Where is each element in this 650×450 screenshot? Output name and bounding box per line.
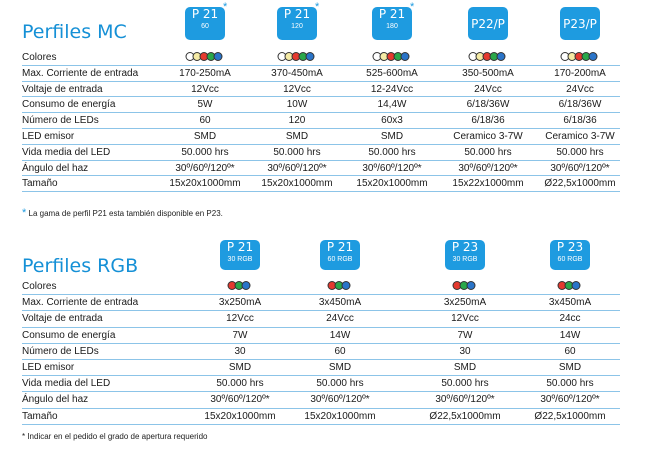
mc-cell: 6/18/36 <box>471 115 505 127</box>
rgb-row-divider <box>22 424 620 425</box>
mc-badge-subtitle: 180 <box>386 23 398 30</box>
rgb-cell: 3x250mA <box>218 297 262 309</box>
mc-cell: 120 <box>288 115 306 127</box>
mc-cell: 6/18/36 <box>563 115 597 127</box>
rgb-cell: 50.000 hrs <box>441 378 489 390</box>
mc-row-label: Consumo de energía <box>22 99 116 111</box>
mc-cell: SMD <box>380 131 404 142</box>
mc-cell: 170-200mA <box>554 67 606 79</box>
rgb-row-label: Número de LEDs <box>22 345 99 357</box>
mc-cell: 170-250mA <box>179 67 231 79</box>
mc-cell: 15x22x1000mm <box>452 178 524 190</box>
rgb-badge-subtitle: 30 RGB <box>227 256 253 263</box>
mc-cell: Ø22,5x1000mm <box>544 178 616 190</box>
rgb-row-divider <box>22 408 620 409</box>
mc-badge-title: P23/P <box>563 17 597 31</box>
mc-row-divider <box>22 65 620 66</box>
rgb-cell: 3x450mA <box>318 297 362 309</box>
rgb-cell: 30º/60º/120º* <box>435 394 495 406</box>
mc-badge-title: P 21 <box>191 7 219 21</box>
rgb-cell: SMD <box>453 362 477 373</box>
mc-cell: 12Vcc <box>283 83 311 95</box>
rgb-row-divider <box>22 391 620 392</box>
rgb-cell: 30º/60º/120º* <box>540 394 600 406</box>
rgb-badge-subtitle: 60 RGB <box>557 256 583 263</box>
rgb-cell: 50.000 hrs <box>316 378 364 390</box>
rgb-cell: 3x250mA <box>443 297 487 309</box>
rgb-cell: 14W <box>329 329 351 341</box>
mc-badge-title: P22/P <box>471 17 505 31</box>
rgb-row-label: Ángulo del haz <box>22 394 89 406</box>
mc-row-label: Colores <box>22 52 57 63</box>
mc-cell: 30º/60º/120º* <box>362 162 422 174</box>
mc-badge <box>560 7 600 40</box>
mc-cell: 30º/60º/120º* <box>458 162 518 174</box>
mc-led-dot-icon <box>497 52 506 61</box>
mc-badge-asterisk: * <box>315 1 320 13</box>
mc-cell: 50.000 hrs <box>464 146 512 158</box>
rgb-section-title: Perfiles RGB <box>22 255 139 277</box>
mc-cell: 370-450mA <box>271 67 323 79</box>
mc-led-colors <box>375 52 410 61</box>
mc-badge <box>372 7 412 40</box>
rgb-cell: SMD <box>328 362 352 373</box>
rgb-row-label: Colores <box>22 281 57 292</box>
rgb-row-divider <box>22 359 620 360</box>
mc-badge <box>185 7 225 40</box>
rgb-badge-title: P 23 <box>451 240 479 254</box>
mc-cell: 60x3 <box>381 115 403 127</box>
mc-cell: 30º/60º/120º* <box>175 162 235 174</box>
rgb-row-divider <box>22 294 620 295</box>
mc-row-label: Tamaño <box>22 178 58 190</box>
mc-led-dot-icon <box>401 52 410 61</box>
mc-cell: 15x20x1000mm <box>356 178 428 190</box>
mc-cell: SMD <box>285 131 309 142</box>
mc-led-colors <box>563 52 598 61</box>
mc-row-divider <box>22 191 620 192</box>
mc-cell: 15x20x1000mm <box>261 178 333 190</box>
mc-led-dot-icon <box>214 52 223 61</box>
rgb-row-label: LED emisor <box>22 362 75 373</box>
rgb-led-colors <box>230 281 251 290</box>
footnote-text: La gama de perfil P21 esta también disponible en P23. <box>28 209 223 218</box>
mc-cell: 14,4W <box>377 99 407 111</box>
rgb-cell: Ø22,5x1000mm <box>534 410 606 422</box>
mc-cell: 10W <box>286 99 308 111</box>
footnote-asterisk: * <box>22 207 27 219</box>
rgb-cell: 24cc <box>559 313 581 325</box>
mc-badge <box>468 7 508 40</box>
rgb-cell: 60 <box>334 345 346 357</box>
rgb-cell: 30º/60º/120º* <box>210 394 270 406</box>
rgb-row-label: Consumo de energía <box>22 329 116 341</box>
mc-cell: 5W <box>197 99 213 111</box>
mc-cell: 50.000 hrs <box>368 146 416 158</box>
mc-cell: 24Vcc <box>566 83 594 95</box>
mc-row-divider <box>22 175 620 176</box>
mc-row-divider <box>22 112 620 113</box>
rgb-footnote: * Indicar en el pedido el grado de apertura requerido <box>22 432 208 441</box>
rgb-led-dot-icon <box>342 281 351 290</box>
rgb-cell: 30 <box>459 345 471 357</box>
rgb-led-dot-icon <box>242 281 251 290</box>
mc-cell: 15x20x1000mm <box>169 178 241 190</box>
rgb-cell: 3x450mA <box>548 297 592 309</box>
mc-row-divider <box>22 81 620 82</box>
mc-cell: 12-24Vcc <box>370 83 414 95</box>
mc-row-divider <box>22 96 620 97</box>
mc-cell: 30º/60º/120º* <box>550 162 610 174</box>
rgb-cell: 50.000 hrs <box>216 378 264 390</box>
mc-row-label: Ángulo del haz <box>22 162 89 174</box>
mc-cell: 6/18/36W <box>466 99 510 111</box>
mc-badge-asterisk: * <box>410 1 415 13</box>
rgb-badge <box>220 240 260 270</box>
rgb-cell: 15x20x1000mm <box>304 410 376 422</box>
rgb-badge-subtitle: 60 RGB <box>327 256 353 263</box>
mc-cell: 60 <box>199 115 211 127</box>
mc-cell: Ceramico 3-7W <box>453 131 523 142</box>
mc-row-label: Vida media del LED <box>22 146 111 158</box>
mc-led-dot-icon <box>306 52 315 61</box>
rgb-cell: 60 <box>564 345 576 357</box>
rgb-cell: SMD <box>558 362 582 373</box>
rgb-row-label: Max. Corriente de entrada <box>22 297 139 309</box>
rgb-cell: Ø22,5x1000mm <box>429 410 501 422</box>
mc-footnote <box>22 207 223 219</box>
rgb-row-label: Tamaño <box>22 410 58 422</box>
mc-led-colors <box>471 52 506 61</box>
mc-cell: 50.000 hrs <box>181 146 229 158</box>
mc-row-label: LED emisor <box>22 131 75 142</box>
rgb-led-colors <box>455 281 476 290</box>
rgb-led-dot-icon <box>467 281 476 290</box>
mc-cell: 24Vcc <box>474 83 502 95</box>
mc-cell: 50.000 hrs <box>273 146 321 158</box>
rgb-badge-title: P 23 <box>556 240 584 254</box>
rgb-cell: 50.000 hrs <box>546 378 594 390</box>
mc-led-dot-icon <box>589 52 598 61</box>
rgb-cell: SMD <box>228 362 252 373</box>
mc-badge-title: P 21 <box>283 7 311 21</box>
mc-row-divider <box>22 144 620 145</box>
mc-cell: 525-600mA <box>366 67 418 79</box>
rgb-cell: 12Vcc <box>226 313 254 325</box>
rgb-badge-title: P 21 <box>226 240 254 254</box>
mc-row-divider <box>22 128 620 129</box>
mc-badge-subtitle: 120 <box>291 23 303 30</box>
rgb-cell: 30 <box>234 345 246 357</box>
mc-row-divider <box>22 160 620 161</box>
mc-row-label: Voltaje de entrada <box>22 83 103 95</box>
rgb-badge <box>320 240 360 270</box>
rgb-row-label: Voltaje de entrada <box>22 313 103 325</box>
mc-cell: 50.000 hrs <box>556 146 604 158</box>
rgb-row-divider <box>22 327 620 328</box>
mc-led-colors <box>280 52 315 61</box>
mc-badge <box>277 7 317 40</box>
rgb-cell: 7W <box>232 329 248 341</box>
rgb-led-dot-icon <box>572 281 581 290</box>
mc-badge-title: P 21 <box>378 7 406 21</box>
rgb-led-colors <box>560 281 581 290</box>
rgb-cell: 14W <box>559 329 581 341</box>
rgb-row-divider <box>22 343 620 344</box>
rgb-row-divider <box>22 375 620 376</box>
rgb-cell: 24Vcc <box>326 313 354 325</box>
mc-badge-subtitle: 60 <box>201 23 209 30</box>
mc-led-colors <box>188 52 223 61</box>
mc-cell: 350-500mA <box>462 67 514 79</box>
mc-cell: SMD <box>193 131 217 142</box>
rgb-row-divider <box>22 310 620 311</box>
mc-cell: 30º/60º/120º* <box>267 162 327 174</box>
rgb-row-label: Vida media del LED <box>22 378 111 390</box>
mc-section-title: Perfiles MC <box>22 21 127 43</box>
rgb-cell: 12Vcc <box>451 313 479 325</box>
rgb-badge <box>445 240 485 270</box>
mc-badge-asterisk: * <box>223 1 228 13</box>
rgb-led-colors <box>330 281 351 290</box>
rgb-badge-subtitle: 30 RGB <box>452 256 478 263</box>
mc-cell: 6/18/36W <box>558 99 602 111</box>
mc-cell: 12Vcc <box>191 83 219 95</box>
mc-cell: Ceramico 3-7W <box>545 131 615 142</box>
mc-row-label: Número de LEDs <box>22 115 99 127</box>
mc-row-label: Max. Corriente de entrada <box>22 67 139 79</box>
rgb-badge <box>550 240 590 270</box>
rgb-cell: 7W <box>457 329 473 341</box>
rgb-badge-title: P 21 <box>326 240 354 254</box>
rgb-cell: 30º/60º/120º* <box>310 394 370 406</box>
rgb-cell: 15x20x1000mm <box>204 410 276 422</box>
